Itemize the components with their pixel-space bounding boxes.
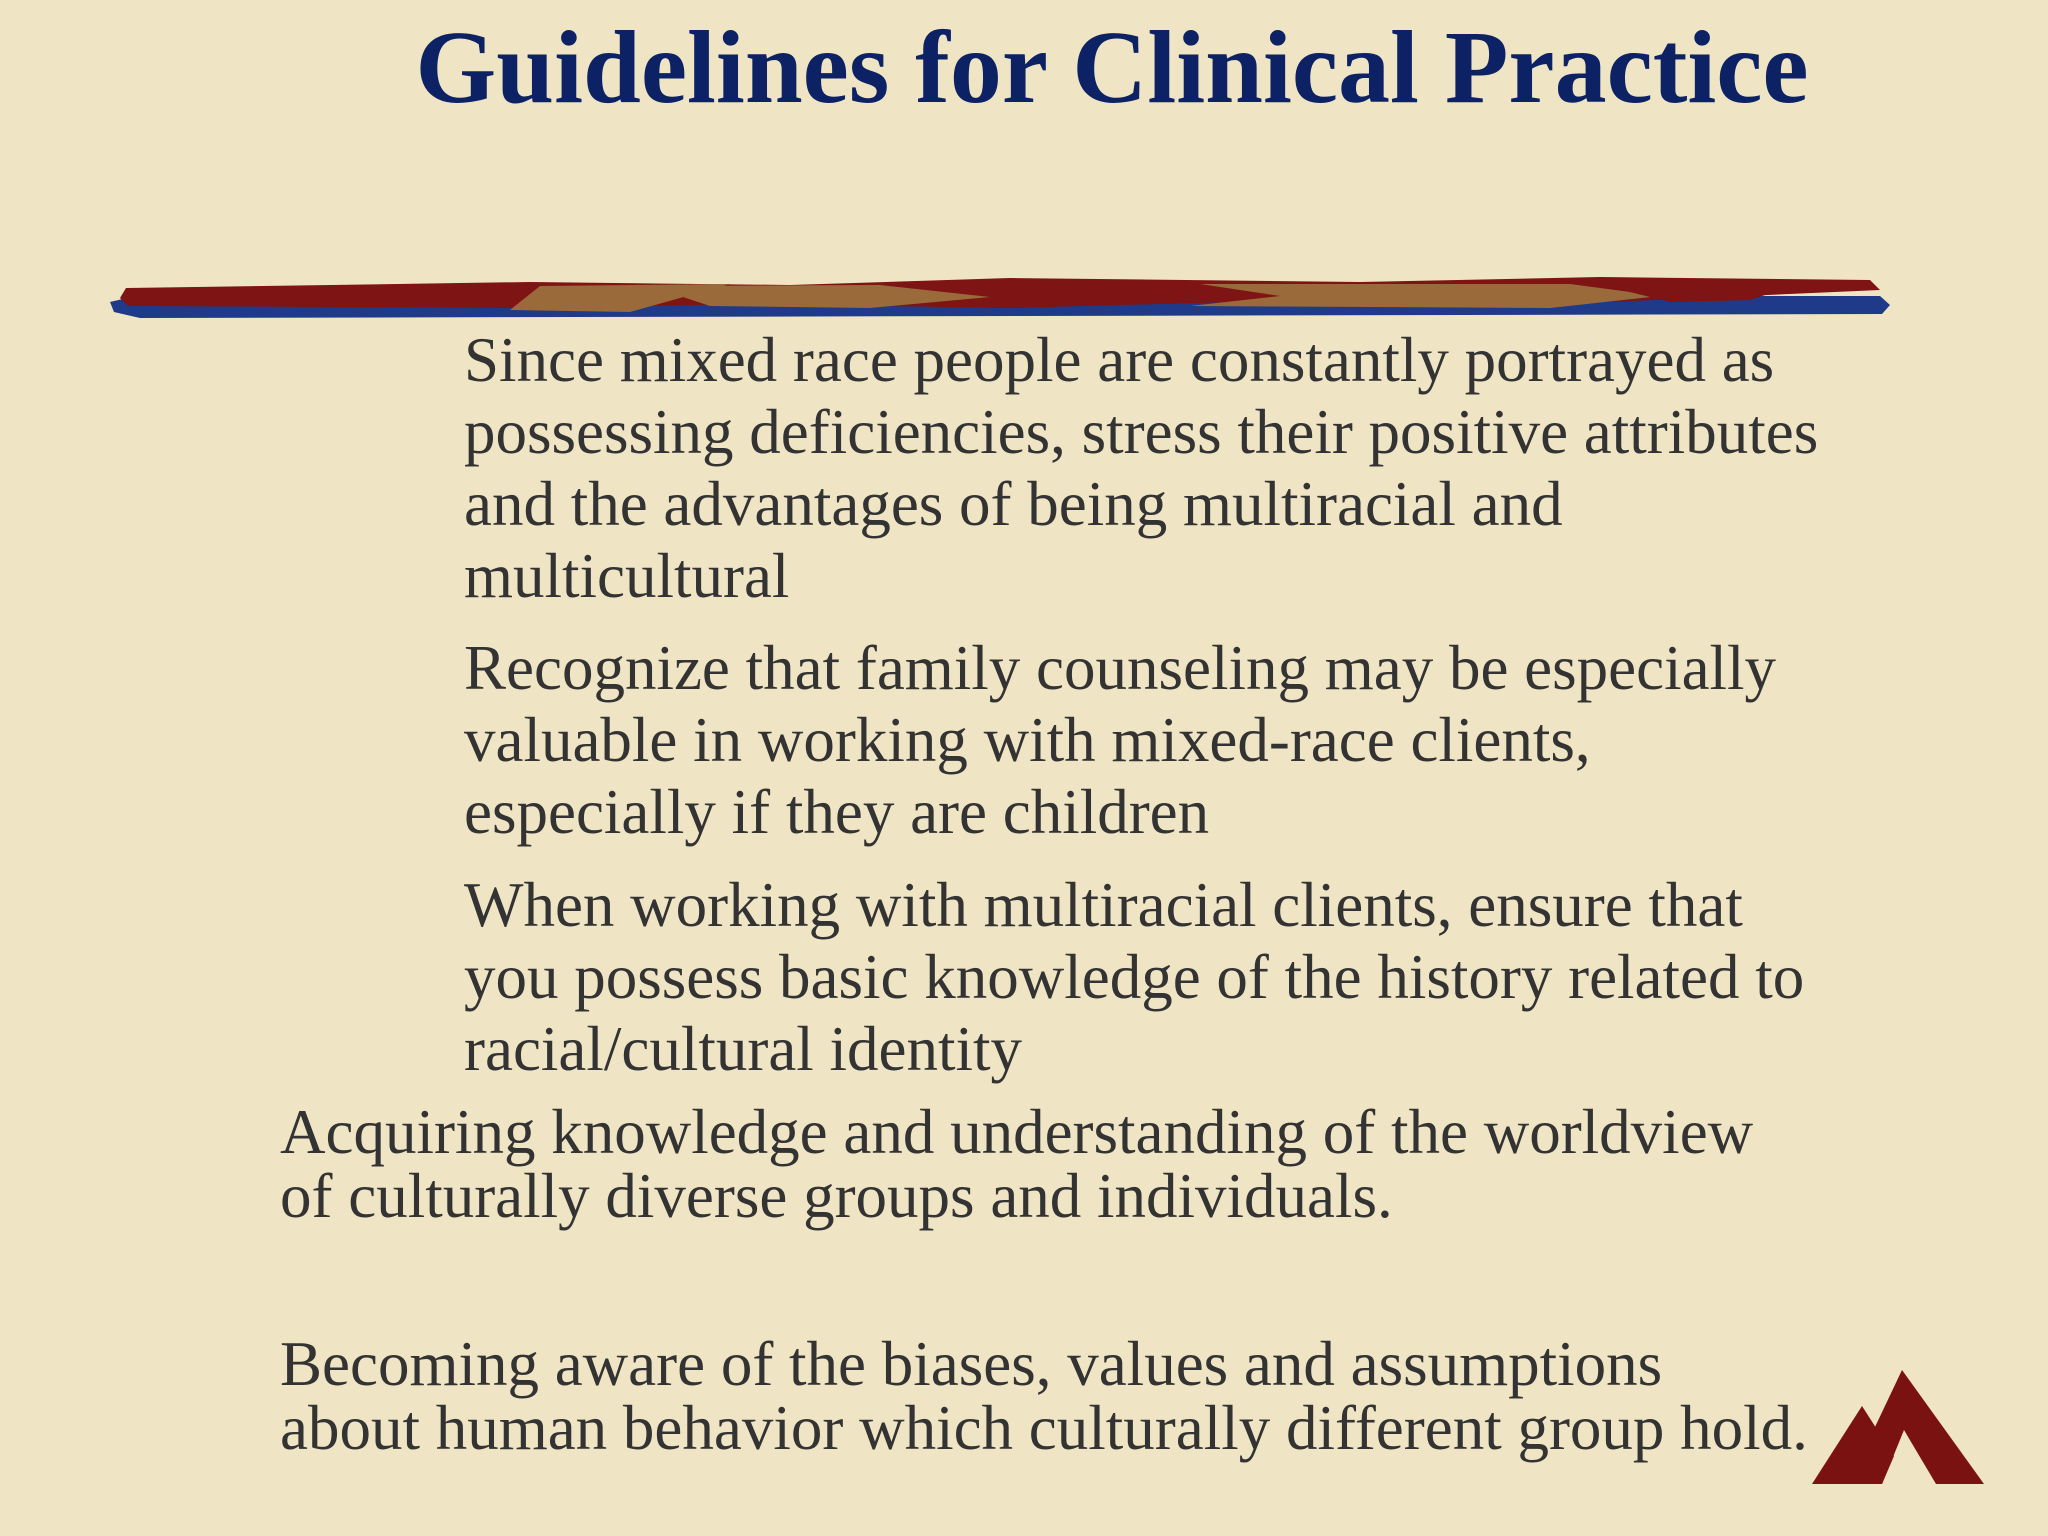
slide-title: Guidelines for Clinical Practice — [415, 10, 1809, 125]
bullet-line: possessing deficiencies, stress their positive attributes — [464, 397, 1819, 467]
point-line: of culturally diverse groups and individuals. — [280, 1161, 1393, 1231]
bullet-line: Recognize that family counseling may be especially — [464, 633, 1777, 703]
point-worldview-knowledge — [280, 1097, 1980, 1231]
bullet-line: multicultural — [464, 541, 790, 611]
bullet-line: especially if they are children — [464, 777, 1210, 847]
bullet-mixed-race-strengths — [464, 324, 2024, 612]
bullet-line: racial/cultural identity — [464, 1014, 1023, 1084]
bullet-line: valuable in working with mixed-race clients, — [464, 705, 1591, 775]
bullet-line: and the advantages of being multiracial and — [464, 469, 1563, 539]
point-line: Becoming aware of the biases, values and assumptions — [280, 1329, 1663, 1399]
mountain-logo-icon — [1812, 1366, 1984, 1486]
point-awareness-of-biases — [280, 1329, 1980, 1463]
bullet-family-counseling — [464, 632, 2024, 848]
bullet-line: you possess basic knowledge of the history related to — [464, 942, 1805, 1012]
bullet-line: When working with multiracial clients, ensure that — [464, 870, 1743, 940]
decorative-stripe-divider — [110, 272, 1890, 322]
bullet-line: Since mixed race people are constantly portrayed as — [464, 325, 1775, 395]
point-line: about human behavior which culturally different group hold. — [280, 1393, 1808, 1463]
bullet-history-knowledge — [464, 869, 2024, 1085]
point-line: Acquiring knowledge and understanding of the worldview — [280, 1097, 1754, 1167]
